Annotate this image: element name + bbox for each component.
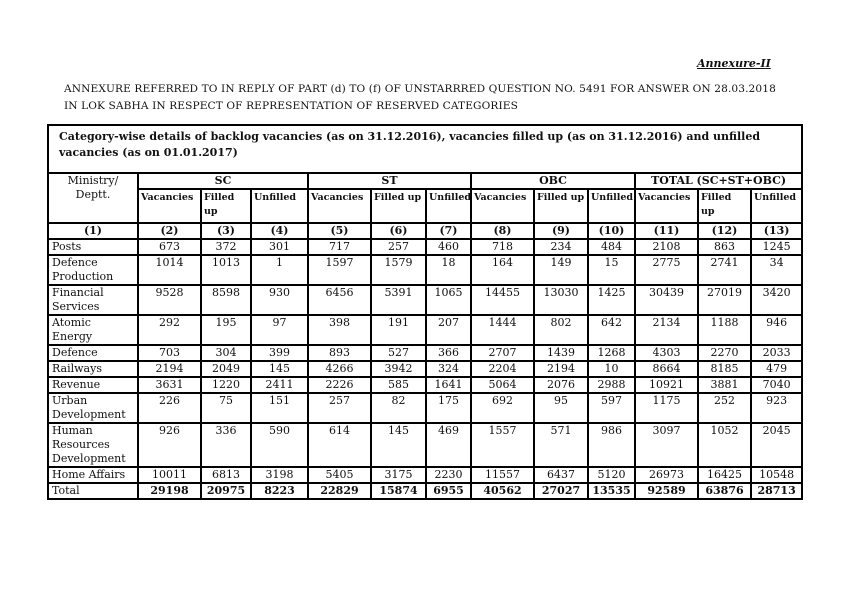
- backlog-vacancies-table: [47, 124, 803, 500]
- cell-value: 4266: [308, 361, 371, 377]
- cell-value: 304: [201, 345, 251, 361]
- cell-value: 18: [426, 255, 471, 285]
- cell-value: 151: [251, 393, 308, 423]
- column-number: (4): [251, 223, 308, 239]
- annexure-label: Annexure-II: [697, 57, 771, 70]
- cell-value: 1439: [534, 345, 588, 361]
- cell-value: 986: [588, 423, 635, 467]
- cell-value: 893: [308, 345, 371, 361]
- cell-value: 1444: [471, 315, 534, 345]
- cell-value: 8598: [201, 285, 251, 315]
- cell-value: 149: [534, 255, 588, 285]
- cell-value: 863: [698, 239, 751, 255]
- column-number: (11): [635, 223, 698, 239]
- cell-value: 2194: [534, 361, 588, 377]
- cell-value: 175: [426, 393, 471, 423]
- cell-value: 9528: [138, 285, 201, 315]
- column-number: (12): [698, 223, 751, 239]
- cell-value: 399: [251, 345, 308, 361]
- cell-value: 11557: [471, 467, 534, 483]
- cell-value: 28713: [751, 483, 802, 499]
- cell-value: 16425: [698, 467, 751, 483]
- cell-value: 3097: [635, 423, 698, 467]
- cell-value: 40562: [471, 483, 534, 499]
- cell-value: 1641: [426, 377, 471, 393]
- cell-value: 1425: [588, 285, 635, 315]
- cell-value: 6955: [426, 483, 471, 499]
- cell-value: 6437: [534, 467, 588, 483]
- cell-value: 92589: [635, 483, 698, 499]
- cell-value: 5391: [371, 285, 426, 315]
- cell-value: 703: [138, 345, 201, 361]
- table-row: [48, 361, 802, 377]
- cell-value: 923: [751, 393, 802, 423]
- ministry-name: Defence: [48, 345, 138, 361]
- cell-value: 22829: [308, 483, 371, 499]
- cell-value: 207: [426, 315, 471, 345]
- table-row: [48, 467, 802, 483]
- subheader-vacancies: Vacancies: [635, 189, 698, 223]
- cell-value: 3198: [251, 467, 308, 483]
- cell-value: 14455: [471, 285, 534, 315]
- cell-value: 5064: [471, 377, 534, 393]
- subheader-unfilled: Unfilled: [426, 189, 471, 223]
- cell-value: 718: [471, 239, 534, 255]
- cell-value: 10921: [635, 377, 698, 393]
- ministry-name: Defence Production: [48, 255, 138, 285]
- total-row: [48, 483, 802, 499]
- cell-value: 2775: [635, 255, 698, 285]
- cell-value: 6456: [308, 285, 371, 315]
- cell-value: 3175: [371, 467, 426, 483]
- ministry-name: Urban Development: [48, 393, 138, 423]
- table-caption: Category-wise details of backlog vacancies (as on 31.12.2016), vacancies filled up (as on 31.12.2016) and unfilled vacancies (as on 01.01.2017): [48, 125, 802, 173]
- ministry-name: Home Affairs: [48, 467, 138, 483]
- cell-value: 642: [588, 315, 635, 345]
- subheader-filled-up: Filled up: [698, 189, 751, 223]
- subheader-vacancies: Vacancies: [308, 189, 371, 223]
- cell-value: 597: [588, 393, 635, 423]
- table-row: [48, 285, 802, 315]
- cell-value: 3881: [698, 377, 751, 393]
- cell-value: 8664: [635, 361, 698, 377]
- cell-value: 2988: [588, 377, 635, 393]
- column-number: (10): [588, 223, 635, 239]
- cell-value: 1579: [371, 255, 426, 285]
- cell-value: 10548: [751, 467, 802, 483]
- cell-value: 926: [138, 423, 201, 467]
- cell-value: 2108: [635, 239, 698, 255]
- cell-value: 1597: [308, 255, 371, 285]
- cell-value: 257: [371, 239, 426, 255]
- column-number: (1): [48, 223, 138, 239]
- cell-value: 82: [371, 393, 426, 423]
- cell-value: 2230: [426, 467, 471, 483]
- cell-value: 2033: [751, 345, 802, 361]
- table-row: [48, 393, 802, 423]
- cell-value: 3942: [371, 361, 426, 377]
- cell-value: 585: [371, 377, 426, 393]
- cell-value: 2076: [534, 377, 588, 393]
- cell-value: 2411: [251, 377, 308, 393]
- cell-value: 2134: [635, 315, 698, 345]
- intro-text: ANNEXURE REFERRED TO IN REPLY OF PART (d) TO (f) OF UNSTARRRED QUESTION NO. 5491 FOR ANSWER ON 28.03.2018 IN LOK SABHA IN RESPECT OF REPRESENTATION OF RESERVED CATEGORIES: [64, 83, 776, 112]
- ministry-name: Financial Services: [48, 285, 138, 315]
- column-number: (8): [471, 223, 534, 239]
- subheader-filled-up: Filled up: [371, 189, 426, 223]
- cell-value: 257: [308, 393, 371, 423]
- cell-value: 4303: [635, 345, 698, 361]
- cell-value: 292: [138, 315, 201, 345]
- subheader-unfilled: Unfilled: [588, 189, 635, 223]
- column-number: (6): [371, 223, 426, 239]
- cell-value: 484: [588, 239, 635, 255]
- cell-value: 1245: [751, 239, 802, 255]
- cell-value: 1014: [138, 255, 201, 285]
- cell-value: 95: [534, 393, 588, 423]
- cell-value: 2204: [471, 361, 534, 377]
- cell-value: 8185: [698, 361, 751, 377]
- cell-value: 27027: [534, 483, 588, 499]
- cell-value: 13535: [588, 483, 635, 499]
- cell-value: 590: [251, 423, 308, 467]
- cell-value: 946: [751, 315, 802, 345]
- cell-value: 1013: [201, 255, 251, 285]
- ministry-name: Atomic Energy: [48, 315, 138, 345]
- cell-value: 5405: [308, 467, 371, 483]
- cell-value: 398: [308, 315, 371, 345]
- cell-value: 2226: [308, 377, 371, 393]
- cell-value: 145: [251, 361, 308, 377]
- ministry-name: Total: [48, 483, 138, 499]
- column-number: (13): [751, 223, 802, 239]
- cell-value: 930: [251, 285, 308, 315]
- cell-value: 97: [251, 315, 308, 345]
- ministry-header: Ministry/ Deptt.: [48, 173, 138, 223]
- cell-value: 1557: [471, 423, 534, 467]
- ministry-name: Railways: [48, 361, 138, 377]
- cell-value: 15874: [371, 483, 426, 499]
- cell-value: 29198: [138, 483, 201, 499]
- cell-value: 2194: [138, 361, 201, 377]
- cell-value: 527: [371, 345, 426, 361]
- table-row: [48, 315, 802, 345]
- cell-value: 7040: [751, 377, 802, 393]
- cell-value: 324: [426, 361, 471, 377]
- cell-value: 717: [308, 239, 371, 255]
- cell-value: 301: [251, 239, 308, 255]
- cell-value: 1065: [426, 285, 471, 315]
- cell-value: 1175: [635, 393, 698, 423]
- cell-value: 673: [138, 239, 201, 255]
- table-row: [48, 377, 802, 393]
- cell-value: 1268: [588, 345, 635, 361]
- ministry-name: Human Resources Development: [48, 423, 138, 467]
- group-header-st: ST: [308, 173, 471, 189]
- cell-value: 479: [751, 361, 802, 377]
- column-number: (2): [138, 223, 201, 239]
- column-number: (3): [201, 223, 251, 239]
- cell-value: 802: [534, 315, 588, 345]
- cell-value: 2045: [751, 423, 802, 467]
- table-row: [48, 239, 802, 255]
- cell-value: 372: [201, 239, 251, 255]
- cell-value: 252: [698, 393, 751, 423]
- cell-value: 30439: [635, 285, 698, 315]
- cell-value: 2741: [698, 255, 751, 285]
- cell-value: 63876: [698, 483, 751, 499]
- group-header-sc: SC: [138, 173, 308, 189]
- cell-value: 226: [138, 393, 201, 423]
- subheader-unfilled: Unfilled: [751, 189, 802, 223]
- cell-value: 10: [588, 361, 635, 377]
- cell-value: 191: [371, 315, 426, 345]
- group-header-obc: OBC: [471, 173, 635, 189]
- cell-value: 1052: [698, 423, 751, 467]
- cell-value: 3420: [751, 285, 802, 315]
- cell-value: 75: [201, 393, 251, 423]
- cell-value: 26973: [635, 467, 698, 483]
- table-row: [48, 345, 802, 361]
- cell-value: 1: [251, 255, 308, 285]
- cell-value: 1220: [201, 377, 251, 393]
- cell-value: 6813: [201, 467, 251, 483]
- cell-value: 10011: [138, 467, 201, 483]
- cell-value: 15: [588, 255, 635, 285]
- subheader-filled-up: Filled up: [201, 189, 251, 223]
- cell-value: 460: [426, 239, 471, 255]
- cell-value: 614: [308, 423, 371, 467]
- column-number: (7): [426, 223, 471, 239]
- cell-value: 571: [534, 423, 588, 467]
- ministry-name: Posts: [48, 239, 138, 255]
- subheader-vacancies: Vacancies: [471, 189, 534, 223]
- cell-value: 34: [751, 255, 802, 285]
- cell-value: 234: [534, 239, 588, 255]
- column-number: (5): [308, 223, 371, 239]
- cell-value: 27019: [698, 285, 751, 315]
- table-row: [48, 423, 802, 467]
- cell-value: 2049: [201, 361, 251, 377]
- cell-value: 13030: [534, 285, 588, 315]
- cell-value: 692: [471, 393, 534, 423]
- cell-value: 2707: [471, 345, 534, 361]
- subheader-unfilled: Unfilled: [251, 189, 308, 223]
- cell-value: 366: [426, 345, 471, 361]
- ministry-name: Revenue: [48, 377, 138, 393]
- cell-value: 3631: [138, 377, 201, 393]
- table-row: [48, 255, 802, 285]
- group-header-total: TOTAL (SC+ST+OBC): [635, 173, 802, 189]
- subheader-vacancies: Vacancies: [138, 189, 201, 223]
- cell-value: 195: [201, 315, 251, 345]
- cell-value: 145: [371, 423, 426, 467]
- subheader-filled-up: Filled up: [534, 189, 588, 223]
- cell-value: 336: [201, 423, 251, 467]
- cell-value: 1188: [698, 315, 751, 345]
- cell-value: 8223: [251, 483, 308, 499]
- cell-value: 2270: [698, 345, 751, 361]
- cell-value: 164: [471, 255, 534, 285]
- cell-value: 5120: [588, 467, 635, 483]
- cell-value: 469: [426, 423, 471, 467]
- cell-value: 20975: [201, 483, 251, 499]
- column-number: (9): [534, 223, 588, 239]
